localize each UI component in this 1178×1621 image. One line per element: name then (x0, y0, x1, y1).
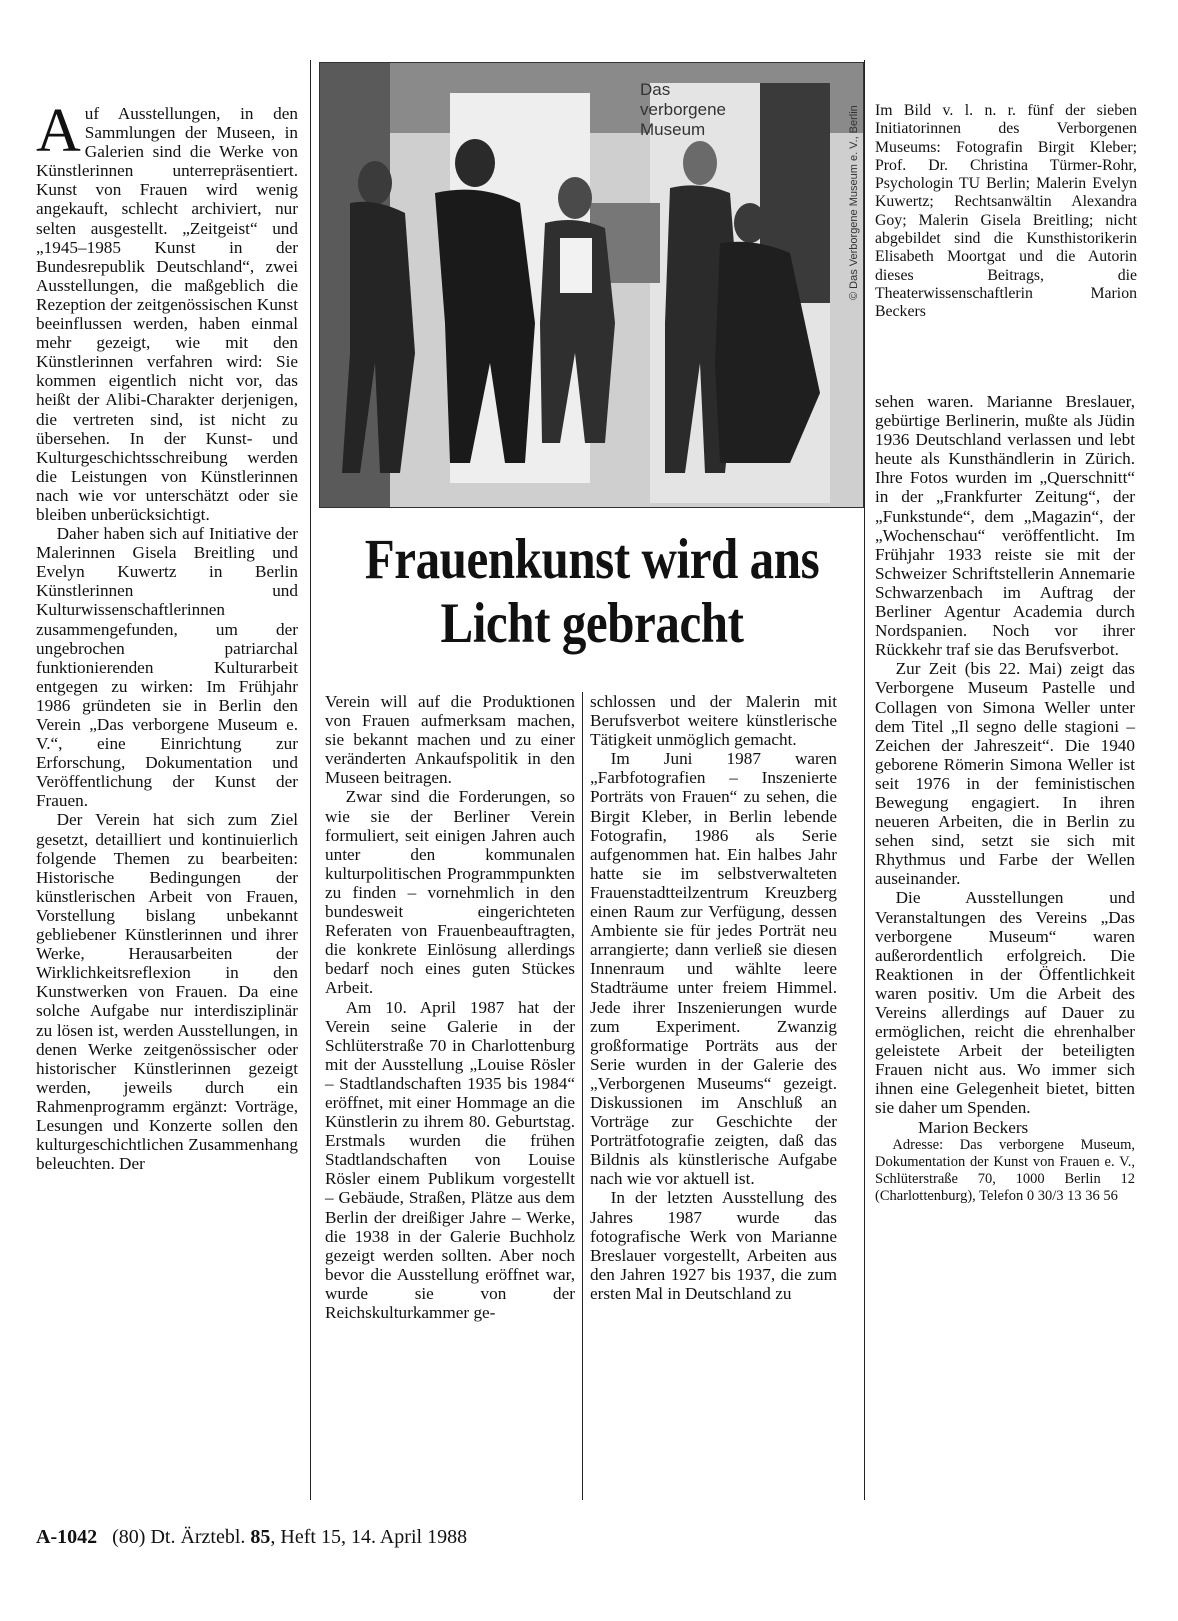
paragraph: schlossen und der Malerin mit Berufsverbot weitere künstlerische Tätigkeit unmöglich gemacht. (590, 692, 837, 750)
column-4 (875, 392, 1135, 1205)
paragraph: Daher haben sich auf Initiative der Malerinnen Gisela Breitling und Evelyn Kuwertz in Berlin Künstlerinnen und Kulturwissenschaftlerinnen zusammengefunden, um der ungebrochen patriarchal funktionierenden Kulturarbeit entgegen zu wirken: Im Frühjahr 1986 gründeten sie in Berlin den Verein „Das verborgene Museum e. V.“, eine Einrichtung zur Erforschung, Dokumentation und Veröffentlichung der Kunst der Frauen. (36, 524, 298, 811)
paragraph: Der Verein hat sich zum Ziel gesetzt, detailliert und kontinuierlich folgende Themen zu bearbeiten: Historische Bedingungen der künstlerischen Arbeit von Frauen, Vorstellung bislang unbekannt gebliebener Künstlerinnen und ihrer Werke, Herausarbeiten der Wirklichkeitsreflexion in den Kunstwerken von Frauen. Da eine solche Aufgabe nur interdisziplinär zu lösen ist, werden Ausstellungen, in denen Werke zeitgenössischer oder historischer Künstlerinnen gezeigt werden, jeweils durch ein Rahmenprogramm ergänzt: Vorträge, Lesungen und Konzerte sollen den kulturgeschichtlichen Zusammenhang beleuchten. Der (36, 810, 298, 1174)
page-footer (36, 1526, 467, 1549)
paragraph-text: uf Ausstellungen, in den Sammlungen der Museen, in Galerien sind die Werke von Künstlerinnen unterrepräsentiert. Kunst von Frauen wird wenig angekauft, schlecht archiviert, nur selten ausgestellt. „Zeitgeist“ und „1945–1985 Kunst in der Bundesrepublik Deutschland“, zwei Ausstellungen, die maßgeblich die Rezeption der zeitgenössischen Kunst beeinflussen werden, haben einmal mehr gezeigt, wie mit den Künstlerinnen verfahren wird: Sie kommen eigentlich nicht vor, das heißt der Alibi-Charakter derjenigen, die vertreten sind, ist nicht zu übersehen. In der Kunst- und Kulturgeschichtsschreibung werden die Leistungen von Künstlerinnen nach wie vor unterschätzt oder sie bleiben unberücksichtigt. (36, 104, 298, 524)
column-2 (325, 692, 575, 1322)
journal-name: Dt. Ärztebl. (150, 1526, 246, 1548)
page-code: A-1042 (36, 1526, 98, 1548)
column-3 (590, 692, 837, 1303)
paragraph: Zwar sind die Forderungen, so wie sie der Berliner Verein formuliert, seit einigen Jahren auch unter den kommunalen kulturpolitischen Programmpunkten zu finden – vornehmlich in den bundesweit eingerichteten Referaten von Frauenbeauftragten, die konkrete Einlösung allerdings bedarf noch eines guten Stückes Arbeit. (325, 787, 575, 998)
page-number: (80) (112, 1526, 146, 1548)
column-1 (36, 97, 298, 1174)
paragraph: Verein will auf die Produktionen von Frauen aufmerksam machen, sie bekannt machen und zu einer veränderten Ankaufspolitik in den Museen beitragen. (325, 692, 575, 788)
paragraph: Am 10. April 1987 hat der Verein seine Galerie in der Schlüterstraße 70 in Charlottenburg mit der Ausstellung „Louise Rösler – Stadtlandschaften 1935 bis 1984“ eröffnet, mit einer Hommage an die Künstlerin zu ihrem 80. Geburtstag. Erstmals wurden die frühen Stadtlandschaften von Louise Rösler einem Publikum vorgestellt – Gebäude, Straßen, Plätze aus dem Berlin der dreißiger Jahre – Werke, die 1938 in der Galerie Buchholz gezeigt werden sollten. Aber noch bevor die Ausstellung eröffnet war, wurde sie von der Reichskulturkammer ge- (325, 997, 575, 1322)
photo-credit: © Das Verborgene Museum e. V., Berlin (848, 105, 860, 300)
address: Adresse: Das verborgene Museum, Dokumentation der Kunst von Frauen e. V., Schlüterstraße 70, 1000 Berlin 12 (Charlottenburg), Telefon 0 30/3 13 36 56 (875, 1136, 1135, 1204)
column-rule (582, 692, 583, 1500)
headline: Frauenkunst wird ans Licht gebracht (364, 528, 820, 655)
photo-image (320, 63, 863, 507)
photo-label: Das verborgene Museum (640, 80, 727, 139)
paragraph (36, 97, 298, 524)
paragraph: Die Ausstellungen und Veranstaltungen des Vereins „Das verborgene Museum“ waren außerordentlich erfolgreich. Die Reaktionen in der Öffentlichkeit waren positiv. Um die Arbeit des Vereins allerdings auf Dauer zu ermöglichen, reicht die ehrenhalber geleistete Arbeit der beteiligten Frauen nicht aus. Wo immer sich ihnen eine Gelegenheit bietet, bitten sie daher um Spenden. (875, 888, 1135, 1118)
photo-caption: Im Bild v. l. n. r. fünf der sieben Initiatorinnen des Verborgenen Museums: Fotografin Birgit Kleber; Prof. Dr. Christina Türmer-Rohr, Psychologin TU Berlin; Malerin Evelyn Kuwertz; Rechtsanwältin Alexandra Goy; Malerin Gisela Breitling; nicht abgebildet sind die Kunsthistorikerin Elisabeth Moortgat und die Autorin dieses Beitrags, die Theaterwissenschaftlerin Marion Beckers (875, 102, 1137, 321)
issue-date: , Heft 15, 14. April 1988 (270, 1526, 468, 1548)
paragraph: Im Juni 1987 waren „Farbfotografien – Inszenierte Porträts von Frauen“ zu sehen, die Birgit Kleber, in Berlin lebende Fotografin, 1986 als Serie aufgenommen hat. Ein halbes Jahr hatte sie im selbstverwalteten Frauenstadtteilzentrum Kreuzberg einen Raum zur Verfügung, dessen Ambiente sie für jedes Porträt neu arrangierte; dann verließ sie diesen Innenraum und wählte leere Stadträume unter freiem Himmel. Jede ihrer Inszenierungen wurde zum Experiment. Zwanzig großformatige Porträts aus der Serie wurden in der Galerie des „Verborgenen Museums“ gezeigt. Diskussionen im Anschluß an Vorträge zur Geschichte der Porträtfotografie zeigten, daß das Bildnis als künstlerische Aufgabe nach wie vor aktuell ist. (590, 749, 837, 1189)
paragraph: Zur Zeit (bis 22. Mai) zeigt das Verborgene Museum Pastelle und Collagen von Simona Weller unter dem Titel „Il segno delle stagioni – Zeichen der Jahreszeit“. Die 1940 geborene Römerin Simona Weller ist seit 1976 in der feministischen Bewegung engagiert. In ihren neueren Arbeiten, die in Berlin zu sehen sind, setzt sie sich mit Rhythmus und Farbe der Wellen auseinander. (875, 659, 1135, 889)
paragraph: sehen waren. Marianne Breslauer, gebürtige Berlinerin, mußte als Jüdin 1936 Deutschland verlassen und lebt heute als Kunsthändlerin in Zürich. Ihre Fotos wurden im „Querschnitt“ in der „Frankfurter Zeitung“, der „Funkstunde“, dem „Magazin“, der „Wochenschau“ veröffentlicht. Im Frühjahr 1933 reiste sie mit der Schweizer Schriftstellerin Annemarie Schwarzenbach im Auftrag der Berliner Agentur Academia durch Nordspanien. Noch vor ihrer Rückkehr traf sie das Berufsverbot. (875, 392, 1135, 660)
column-rule (864, 60, 865, 1500)
drop-cap: A (36, 97, 81, 165)
author-name: Marion Beckers (918, 1117, 1029, 1137)
volume: 85 (250, 1526, 271, 1548)
paragraph: In der letzten Ausstellung des Jahres 1987 wurde das fotografische Werk von Marianne Breslauer vorgestellt, Arbeiten aus den Jahren 1927 bis 1937, die zum ersten Mal in Deutschland zu (590, 1188, 837, 1303)
article-photo (319, 62, 864, 508)
column-rule (310, 60, 311, 1500)
